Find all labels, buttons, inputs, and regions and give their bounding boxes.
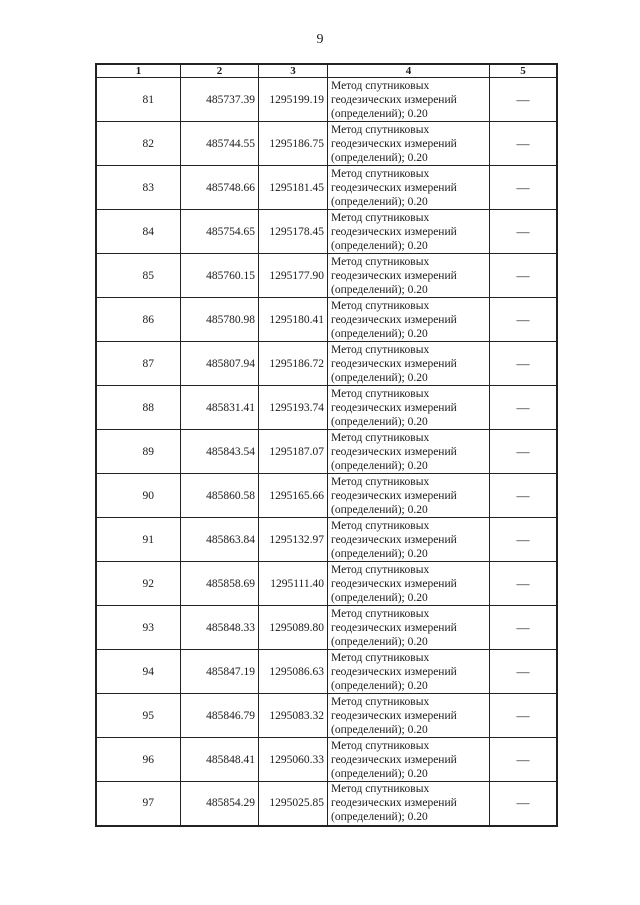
y-coordinate-cell: 1295199.19 (259, 78, 328, 122)
point-number-cell: 82 (96, 122, 181, 166)
point-number-cell: 96 (96, 738, 181, 782)
method-line: Метод спутниковых (331, 739, 430, 752)
table-row (96, 386, 557, 430)
note-cell (490, 298, 558, 342)
table-row (96, 342, 557, 386)
y-coordinate-cell: 1295132.97 (259, 518, 328, 562)
method-line: геодезических измерений (331, 401, 457, 414)
method-cell (328, 650, 490, 694)
point-number-cell: 88 (96, 386, 181, 430)
note-dash: — (516, 487, 530, 503)
note-dash: — (516, 751, 530, 767)
coordinates-table (95, 63, 558, 827)
note-cell (490, 650, 558, 694)
method-cell (328, 518, 490, 562)
note-cell (490, 430, 558, 474)
method-line: Метод спутниковых (331, 431, 430, 444)
method-line: геодезических измерений (331, 137, 457, 150)
x-coordinate-cell: 485780.98 (181, 298, 259, 342)
note-cell (490, 210, 558, 254)
method-cell (328, 606, 490, 650)
method-line: (определений); 0.20 (331, 107, 428, 120)
method-cell (328, 430, 490, 474)
note-dash: — (516, 795, 530, 811)
table-row (96, 210, 557, 254)
note-dash: — (516, 531, 530, 547)
table-row (96, 78, 557, 122)
table-row (96, 166, 557, 210)
method-line: Метод спутниковых (331, 607, 430, 620)
method-line: геодезических измерений (331, 93, 457, 106)
point-number-cell: 94 (96, 650, 181, 694)
y-coordinate-cell: 1295165.66 (259, 474, 328, 518)
method-line: геодезических измерений (331, 269, 457, 282)
x-coordinate-cell: 485843.54 (181, 430, 259, 474)
note-dash: — (516, 399, 530, 415)
column-header-1: 1 (96, 64, 181, 78)
point-number-cell: 91 (96, 518, 181, 562)
note-dash: — (516, 135, 530, 151)
method-line: Метод спутниковых (331, 519, 430, 532)
method-line: геодезических измерений (331, 445, 457, 458)
table-row (96, 782, 557, 826)
method-cell (328, 386, 490, 430)
method-line: (определений); 0.20 (331, 415, 428, 428)
table-row (96, 606, 557, 650)
point-number-cell: 90 (96, 474, 181, 518)
method-line: (определений); 0.20 (331, 459, 428, 472)
x-coordinate-cell: 485848.41 (181, 738, 259, 782)
y-coordinate-cell: 1295178.45 (259, 210, 328, 254)
table-row (96, 518, 557, 562)
x-coordinate-cell: 485754.65 (181, 210, 259, 254)
method-line: геодезических измерений (331, 313, 457, 326)
method-cell (328, 78, 490, 122)
note-cell (490, 782, 558, 826)
method-line: геодезических измерений (331, 533, 457, 546)
x-coordinate-cell: 485807.94 (181, 342, 259, 386)
method-cell (328, 738, 490, 782)
x-coordinate-cell: 485748.66 (181, 166, 259, 210)
table-header-row (96, 64, 557, 78)
note-cell (490, 342, 558, 386)
note-cell (490, 694, 558, 738)
method-line: Метод спутниковых (331, 167, 430, 180)
x-coordinate-cell: 485863.84 (181, 518, 259, 562)
method-cell (328, 166, 490, 210)
method-line: геодезических измерений (331, 489, 457, 502)
y-coordinate-cell: 1295180.41 (259, 298, 328, 342)
point-number-cell: 92 (96, 562, 181, 606)
y-coordinate-cell: 1295186.72 (259, 342, 328, 386)
x-coordinate-cell: 485760.15 (181, 254, 259, 298)
y-coordinate-cell: 1295025.85 (259, 782, 328, 826)
point-number-cell: 87 (96, 342, 181, 386)
note-dash: — (516, 179, 530, 195)
note-cell (490, 518, 558, 562)
note-dash: — (516, 619, 530, 635)
point-number-cell: 93 (96, 606, 181, 650)
method-line: (определений); 0.20 (331, 327, 428, 340)
method-line: (определений); 0.20 (331, 635, 428, 648)
method-cell (328, 474, 490, 518)
method-cell (328, 210, 490, 254)
column-header-5: 5 (490, 64, 558, 78)
y-coordinate-cell: 1295181.45 (259, 166, 328, 210)
x-coordinate-cell: 485848.33 (181, 606, 259, 650)
method-line: Метод спутниковых (331, 695, 430, 708)
note-dash: — (516, 311, 530, 327)
x-coordinate-cell: 485846.79 (181, 694, 259, 738)
table-row (96, 122, 557, 166)
page-number: 9 (316, 32, 324, 47)
x-coordinate-cell: 485858.69 (181, 562, 259, 606)
note-cell (490, 738, 558, 782)
method-line: Метод спутниковых (331, 783, 430, 796)
table-row (96, 694, 557, 738)
column-header-2: 2 (181, 64, 259, 78)
method-cell (328, 254, 490, 298)
column-header-3: 3 (259, 64, 328, 78)
x-coordinate-cell: 485847.19 (181, 650, 259, 694)
method-line: Метод спутниковых (331, 387, 430, 400)
method-line: геодезических измерений (331, 709, 457, 722)
method-line: (определений); 0.20 (331, 151, 428, 164)
point-number-cell: 81 (96, 78, 181, 122)
method-cell (328, 342, 490, 386)
method-line: (определений); 0.20 (331, 371, 428, 384)
table-body (96, 78, 557, 826)
point-number-cell: 85 (96, 254, 181, 298)
y-coordinate-cell: 1295186.75 (259, 122, 328, 166)
method-line: (определений); 0.20 (331, 591, 428, 604)
method-line: геодезических измерений (331, 357, 457, 370)
method-line: Метод спутниковых (331, 299, 430, 312)
method-cell (328, 782, 490, 826)
point-number-cell: 95 (96, 694, 181, 738)
table-row (96, 430, 557, 474)
point-number-cell: 97 (96, 782, 181, 826)
note-dash: — (516, 355, 530, 371)
method-cell (328, 122, 490, 166)
point-number-cell: 86 (96, 298, 181, 342)
method-line: геодезических измерений (331, 665, 457, 678)
point-number-cell: 83 (96, 166, 181, 210)
method-line: (определений); 0.20 (331, 723, 428, 736)
method-cell (328, 694, 490, 738)
note-cell (490, 122, 558, 166)
method-line: Метод спутниковых (331, 563, 430, 576)
method-line: Метод спутниковых (331, 211, 430, 224)
method-line: (определений); 0.20 (331, 503, 428, 516)
method-line: (определений); 0.20 (331, 195, 428, 208)
table-row (96, 474, 557, 518)
method-line: геодезических измерений (331, 797, 457, 810)
x-coordinate-cell: 485737.39 (181, 78, 259, 122)
method-line: (определений); 0.20 (331, 283, 428, 296)
note-cell (490, 386, 558, 430)
method-line: геодезических измерений (331, 621, 457, 634)
y-coordinate-cell: 1295083.32 (259, 694, 328, 738)
method-line: (определений); 0.20 (331, 767, 428, 780)
point-number-cell: 89 (96, 430, 181, 474)
note-dash: — (516, 91, 530, 107)
x-coordinate-cell: 485831.41 (181, 386, 259, 430)
note-dash: — (516, 267, 530, 283)
method-line: геодезических измерений (331, 181, 457, 194)
table-row (96, 562, 557, 606)
method-line: (определений); 0.20 (331, 239, 428, 252)
note-dash: — (516, 575, 530, 591)
method-line: геодезических измерений (331, 753, 457, 766)
method-line: Метод спутниковых (331, 343, 430, 356)
method-cell (328, 298, 490, 342)
x-coordinate-cell: 485854.29 (181, 782, 259, 826)
note-dash: — (516, 223, 530, 239)
method-line: (определений); 0.20 (331, 679, 428, 692)
note-dash: — (516, 443, 530, 459)
method-line: (определений); 0.20 (331, 811, 428, 824)
y-coordinate-cell: 1295086.63 (259, 650, 328, 694)
method-line: Метод спутниковых (331, 651, 430, 664)
note-cell (490, 78, 558, 122)
table-row (96, 254, 557, 298)
note-dash: — (516, 707, 530, 723)
method-line: Метод спутниковых (331, 255, 430, 268)
method-line: геодезических измерений (331, 225, 457, 238)
note-cell (490, 562, 558, 606)
point-number-cell: 84 (96, 210, 181, 254)
note-cell (490, 166, 558, 210)
method-cell (328, 562, 490, 606)
method-line: (определений); 0.20 (331, 547, 428, 560)
y-coordinate-cell: 1295187.07 (259, 430, 328, 474)
note-cell (490, 606, 558, 650)
column-header-4: 4 (328, 64, 490, 78)
table-row (96, 738, 557, 782)
note-cell (490, 254, 558, 298)
y-coordinate-cell: 1295111.40 (259, 562, 328, 606)
method-line: Метод спутниковых (331, 123, 430, 136)
y-coordinate-cell: 1295193.74 (259, 386, 328, 430)
method-line: геодезических измерений (331, 577, 457, 590)
method-line: Метод спутниковых (331, 79, 430, 92)
note-cell (490, 474, 558, 518)
table-row (96, 298, 557, 342)
table-row (96, 650, 557, 694)
y-coordinate-cell: 1295177.90 (259, 254, 328, 298)
note-dash: — (516, 663, 530, 679)
y-coordinate-cell: 1295060.33 (259, 738, 328, 782)
y-coordinate-cell: 1295089.80 (259, 606, 328, 650)
method-line: Метод спутниковых (331, 475, 430, 488)
x-coordinate-cell: 485744.55 (181, 122, 259, 166)
x-coordinate-cell: 485860.58 (181, 474, 259, 518)
